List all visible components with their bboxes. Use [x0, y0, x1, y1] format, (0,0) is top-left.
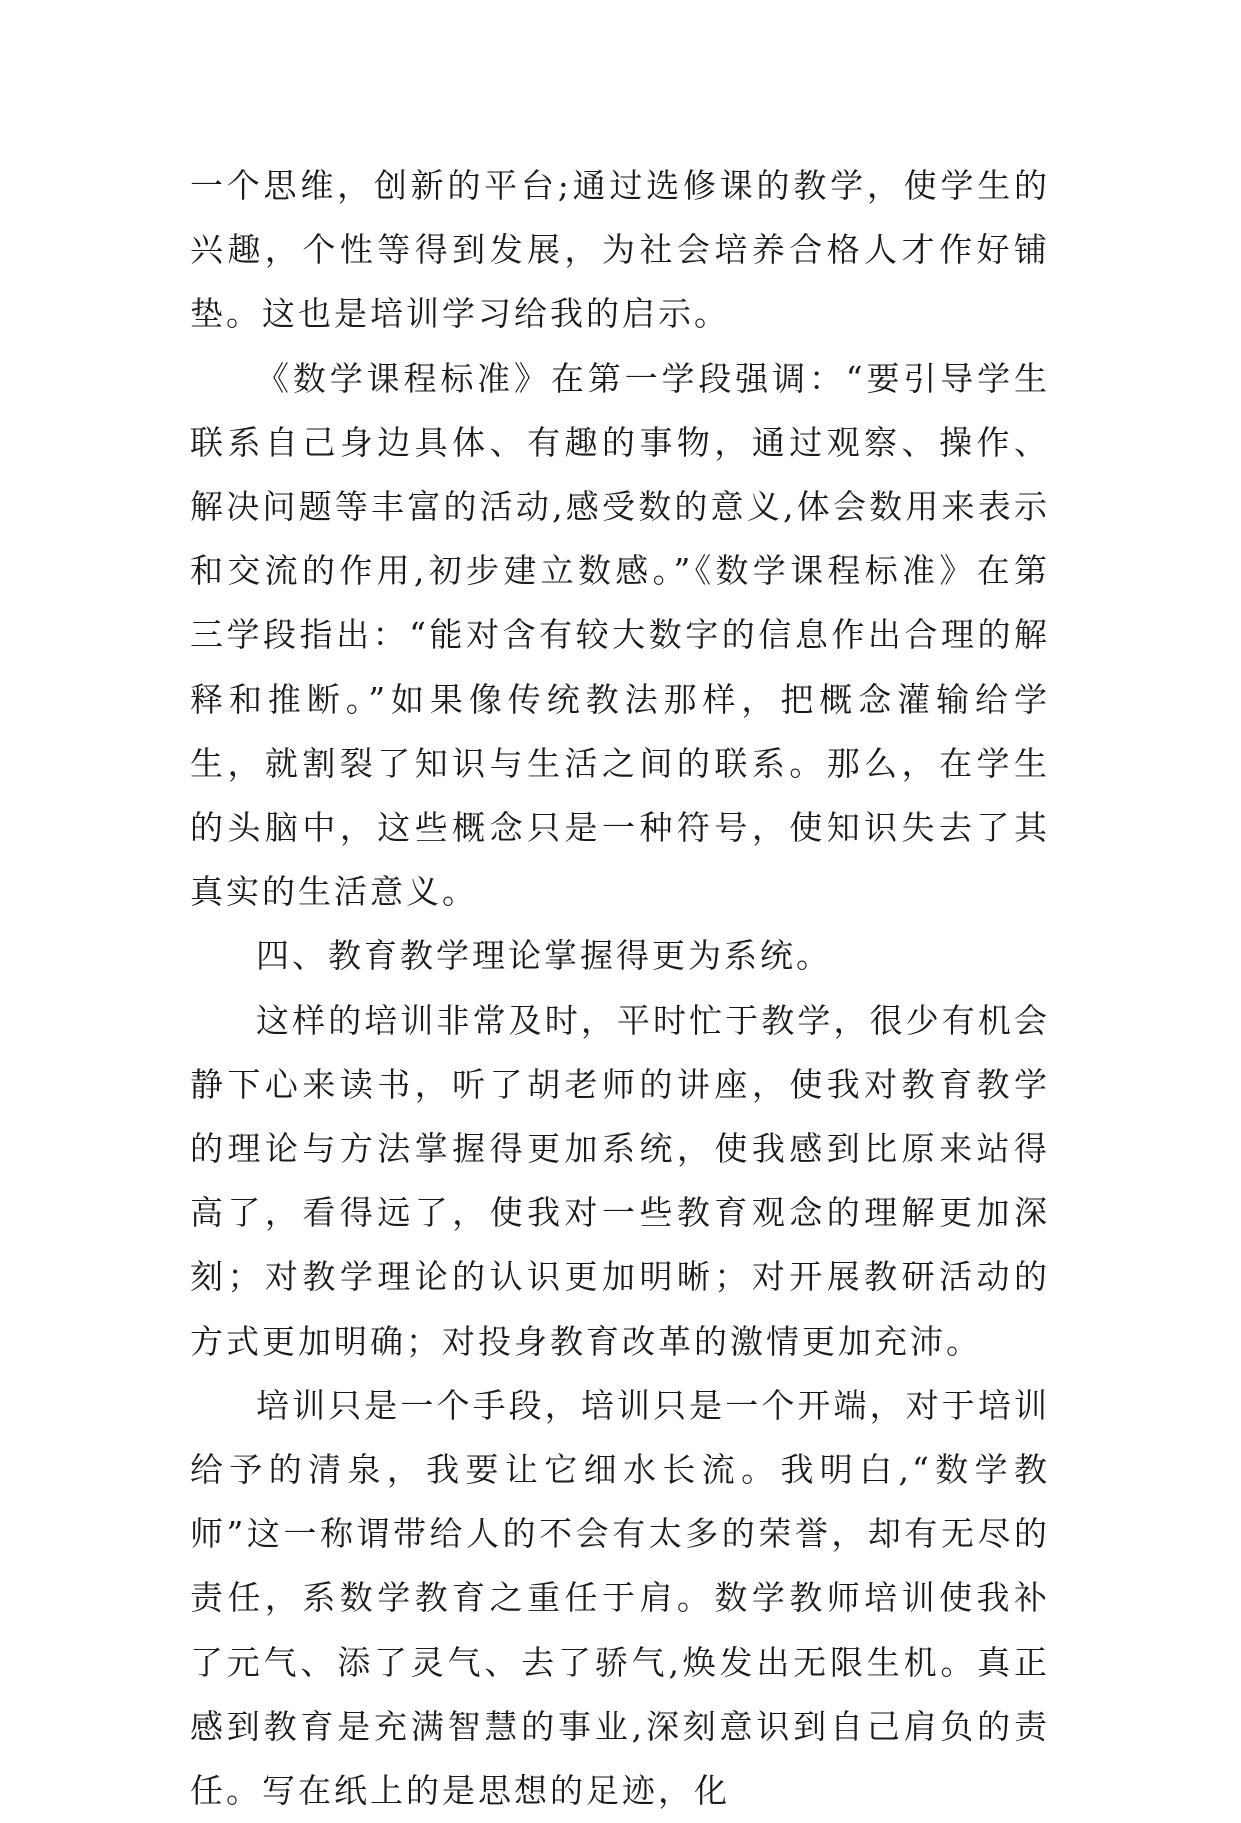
section-heading-four: 四、教育教学理论掌握得更为系统。: [256, 936, 832, 976]
paragraph-training-timely: 这样的培训非常及时，平时忙于教学，很少有机会静下心来读书，听了胡老师的讲座，使我对教育教学的理论与方法掌握得更加系统，使我感到比原来站得高了，看得远了，使我对一些教育观念的理解更加深刻；对教学理论的认识更加明晰；对开展教研活动的方式更加明确；对投身教育改革的激情更加充沛。: [190, 1000, 1050, 1361]
document-body: [190, 154, 1050, 1823]
paragraph-continuation: 一个思维，创新的平台;通过选修课的教学，使学生的兴趣，个性等得到发展，为社会培养合格人才作好铺垫。这也是培训学习给我的启示。: [190, 166, 1050, 334]
paragraph-curriculum-standard: 《数学课程标准》在第一学段强调：“要引导学生联系自己身边具体、有趣的事物，通过观察、操作、解决问题等丰富的活动,感受数的意义,体会数用来表示和交流的作用,初步建立数感。”《数学课程标准》在第三学段指出：“能对含有较大数字的信息作出合理的解释和推断。”如果像传统教法那样，把概念灌输给学生，就割裂了知识与生活之间的联系。那么，在学生的头脑中，这些概念只是一种符号，使知识失去了其真实的生活意义。: [190, 358, 1050, 912]
paragraph-training-means: 培训只是一个手段，培训只是一个开端，对于培训给予的清泉，我要让它细水长流。我明白,“数学教师”这一称谓带给人的不会有太多的荣誉，却有无尽的责任，系数学教育之重任于肩。数学教师培训使我补了元气、添了灵气、去了骄气,焕发出无限生机。真正感到教育是充满智慧的事业,深刻意识到自己肩负的责任。写在纸上的是思想的足迹，化: [190, 1385, 1050, 1811]
